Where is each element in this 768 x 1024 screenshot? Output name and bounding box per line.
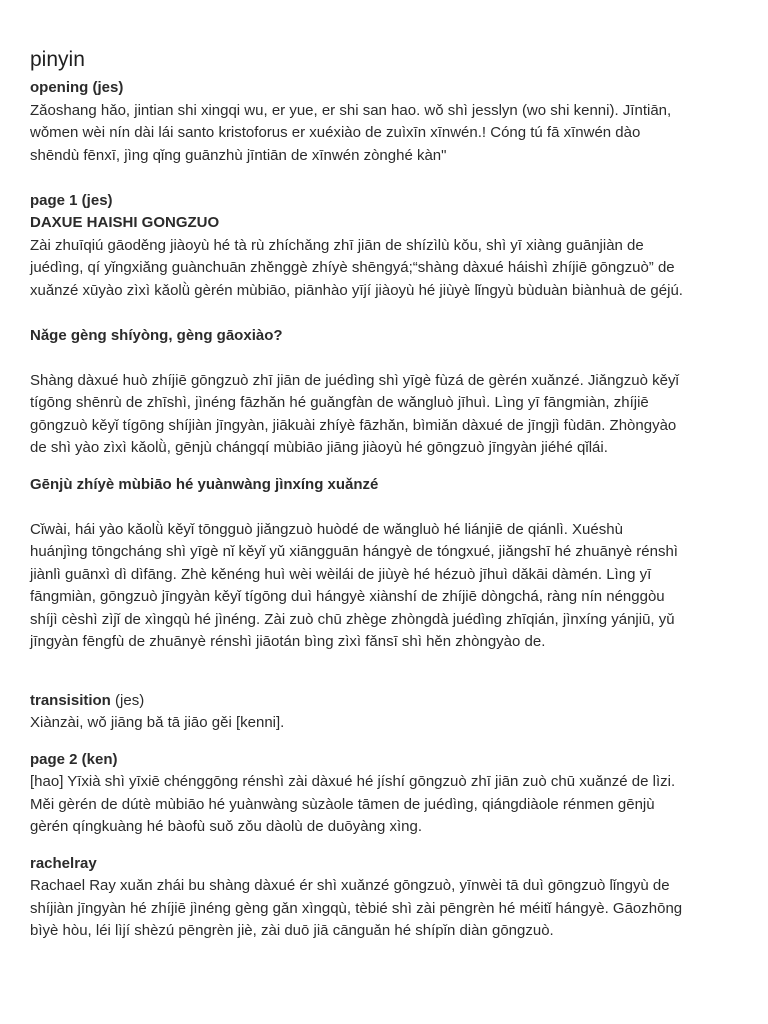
transition-heading-bold: transisition <box>30 691 111 709</box>
opening-line-2: wǒmen wèi nín dài lái santo kristoforus er xuéxiào de zuìxīn xīnwén.! Cóng tú fā xīnwén dào <box>30 124 641 141</box>
section2-line-4: fāngmiàn, gōngzuò jīngyàn kěyǐ tígōng duì hángyè xiànshí de zhíjiē dòngchá, ràng nín nénggòu <box>30 588 665 605</box>
section1-line-4: de shì yào zìxì kǎolǜ, gēnjù chángqí mùbiāo jiāng jiàoyù hé gōngzuò jīngyàn jiéhé qǐlái. <box>30 439 608 456</box>
rachelray-line-2: shíjiàn jīngyàn hé zhíjiē jìnéng gèng gǎn xìngqù, tèbié shì zài pēngrèn hé méitǐ hángyè. Gāozhōng <box>30 899 683 917</box>
page1-heading: page 1 (jes) <box>30 191 113 209</box>
page2-line-1: [hao] Yīxià shì yīxiē chénggōng rénshì zài dàxué hé jíshí gōngzuò zhī jiān zuò chū xuǎnzé de lìzi. <box>30 773 676 790</box>
rachelray-heading: rachelray <box>30 854 97 872</box>
page1-line-2: juédìng, qí yǐngxiǎng guànchuān zhěnggè zhíyè shēngyá;“shàng dàxué háishì zhíjiē gōngzuò” de <box>30 259 675 276</box>
section1-line-2: tígōng shēnrù de zhīshì, jìnéng fāzhǎn hé guǎngfàn de wǎngluò jīhuì. Lìng yī fāngmiàn, zhíjiē <box>30 394 649 411</box>
rachelray-line-3: bìyè hòu, léi lìjí shèzú pēngrèn jiè, zài duō jiā cānguǎn hé shípǐn diàn gōngzuò. <box>30 922 554 939</box>
document-title: pinyin <box>30 48 85 71</box>
spacer <box>30 302 744 325</box>
section2-line-6: jīngyàn fēngfù de zhuānyè rénshì jiāotán bìng zìxì fǎnsī shì hěn zhòngyào de. <box>30 633 546 650</box>
spacer <box>30 496 744 519</box>
page2-heading: page 2 (ken) <box>30 750 118 768</box>
rachelray-line-1: Rachael Ray xuǎn zhái bu shàng dàxué ér shì xuǎnzé gōngzuò, yīnwèi tā duì gōngzuò lǐngyù de <box>30 877 670 894</box>
section1-line-3: gōngzuò kěyǐ tígōng shíjiàn jīngyàn, jiākuài zhíyè fāzhǎn, bìmiǎn dàxué de jīngjì fùdān. Zhòngyào <box>30 416 677 434</box>
section1-heading: Nǎge gèng shíyòng, gèng gāoxiào? <box>30 326 283 344</box>
spacer <box>30 654 744 690</box>
section2-heading: Gēnjù zhíyè mùbiāo hé yuànwàng jìnxíng xuǎnzé <box>30 475 379 493</box>
section2-line-1: Cǐwài, hái yào kǎolǜ kěyǐ tōngguò jiǎngzuò huòdé de wǎngluò hé liánjiē de qiánlì. Xuéshù <box>30 520 623 538</box>
transition-heading-rest: (jes) <box>110 691 145 709</box>
transition-heading <box>30 690 744 713</box>
page1-subheading: DAXUE HAISHI GONGZUO <box>30 214 220 231</box>
spacer <box>30 735 744 749</box>
opening-heading: opening (jes) <box>30 79 124 96</box>
opening-line-1: Zǎoshang hǎo, jintian shi xingqi wu, er yue, er shi san hao. wǒ shì jesslyn (wo shi kenni). Jīntiān, <box>30 101 672 119</box>
page1-line-3: xuǎnzé xūyào zìxì kǎolǜ gèrén mùbiāo, piānhào yījí jiàoyù hé jiùyè lǐngyù bùduàn biànhuà de géjú. <box>30 281 683 299</box>
spacer <box>30 347 744 370</box>
spacer <box>30 460 744 474</box>
transition-line-1: Xiànzài, wǒ jiāng bǎ tā jiāo gěi [kenni]. <box>30 714 285 731</box>
page2-line-3: gèrén qíngkuàng hé bàofù suǒ zǒu dàolù de duōyàng xìng. <box>30 818 422 835</box>
spacer <box>30 839 744 853</box>
page1-line-1: Zài zhuīqiú gāoděng jiàoyù hé tà rù zhíchǎng zhī jiān de shízìlù kǒu, shì yī xiàng guānjiàn de <box>30 236 644 254</box>
spacer <box>30 167 744 190</box>
section1-line-1: Shàng dàxué huò zhíjiē gōngzuò zhī jiān de juédìng shì yīgè fùzá de gèrén xuǎnzé. Jiǎngzuò kěyǐ <box>30 371 679 389</box>
section2-line-3: jiànlì guānxì dì dìfāng. Zhè kěnéng huì wèi wèilái de jiùyè hé hézuò jīhuì dǎkāi dàmén. Lìng yī <box>30 565 652 583</box>
section2-line-2: huánjìng tōngcháng shì yīgè nǐ kěyǐ yǔ xiāngguān hángyè de tóngxué, jiǎngshī hé zhuānyè rénshì <box>30 543 678 560</box>
page2-line-2: Měi gèrén de dútè mùbiāo hé yuànwàng sùzàole tāmen de juédìng, qiángdiàole rénmen gēnjù <box>30 795 655 813</box>
opening-line-3: shēndù fēnxī, jìng qǐng guānzhù jīntiān de xīnwén zònghé kàn" <box>30 146 447 164</box>
section2-line-5: shíjì cèshì zìjǐ de xìngqù hé jìnéng. Zài zuò chū zhège zhòngdà juédìng zhīqián, jìnxíng yánjiū, yǔ <box>30 610 675 628</box>
